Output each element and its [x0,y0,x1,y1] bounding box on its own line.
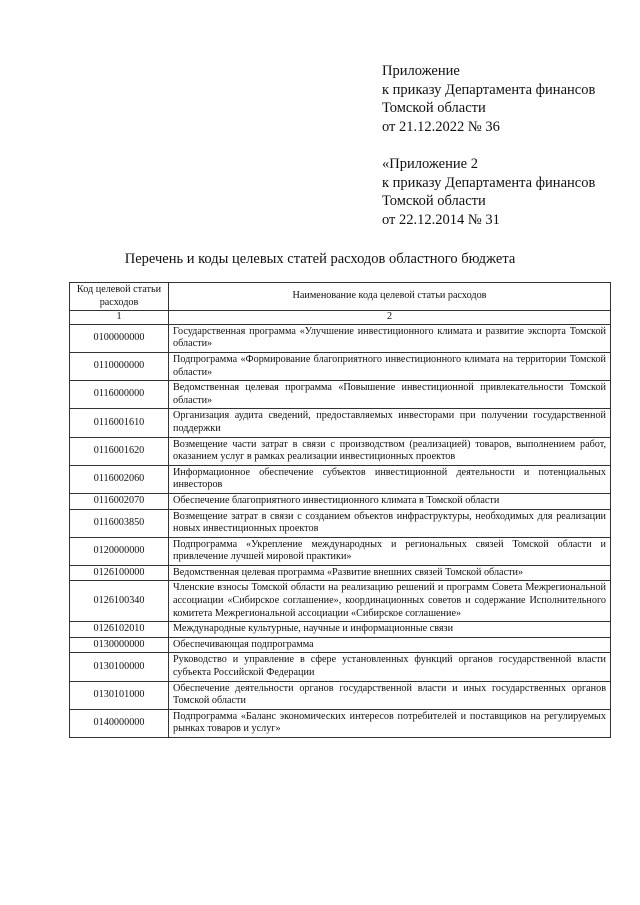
row-code: 0126100000 [70,565,169,581]
row-name: Возмещение части затрат в связи с производством (реализацией) товаров, выполнением работ, оказанием услуг в рамках реализации инвестиционных проектов [169,437,611,465]
row-code: 0116002070 [70,493,169,509]
appendix-line: от 22.12.2014 № 31 [382,211,500,228]
approval-line: к приказу Департамента финансов [382,81,596,98]
row-name: Обеспечение деятельности органов государственной власти и иных государственных органов Томской области [169,681,611,709]
row-name: Ведомственная целевая программа «Развитие внешних связей Томской области» [169,565,611,581]
appendix-line: к приказу Департамента финансов [382,174,596,191]
row-name: Ведомственная целевая программа «Повышение инвестиционной привлекательности Томской области» [169,381,611,409]
row-name: Информационное обеспечение субъектов инвестиционной деятельности и потенциальных инвесторов [169,465,611,493]
row-code: 0140000000 [70,709,169,737]
table-row [70,709,611,737]
row-code: 0100000000 [70,324,169,352]
row-name: Организация аудита сведений, предоставляемых инвесторами при получении государственной поддержки [169,409,611,437]
column-header-code: Код целевой статьи расходов [70,283,169,311]
table-row [70,437,611,465]
table-row [70,565,611,581]
row-name: Подпрограмма «Формирование благоприятного инвестиционного климата на территории Томской области» [169,352,611,380]
table-body [70,324,611,737]
table-row [70,493,611,509]
row-name: Подпрограмма «Баланс экономических интересов потребителей и поставщиков на регулируемых рынках товаров и услуг» [169,709,611,737]
table-row [70,537,611,565]
row-code: 0116002060 [70,465,169,493]
column-number: 1 [70,311,169,325]
row-name: Возмещение затрат в связи с созданием объектов инфраструктуры, необходимых для реализации новых инвестиционных проектов [169,509,611,537]
row-name: Обеспечивающая подпрограмма [169,637,611,653]
table-row [70,509,611,537]
approval-block [382,62,632,136]
approval-line: Томской области [382,100,486,116]
appendix-block [382,155,632,229]
appendix-line: Томской области [382,193,486,209]
table-row [70,653,611,681]
row-code: 0126100340 [70,581,169,622]
column-header-name: Наименование кода целевой статьи расходов [169,283,611,311]
table-header-row [70,283,611,311]
row-name: Руководство и управление в сфере установленных функций органов государственной власти субъекта Российской Федерации [169,653,611,681]
table-row [70,581,611,622]
row-code: 0116003850 [70,509,169,537]
row-name: Подпрограмма «Укрепление международных и региональных связей Томской области и привлечение лучшей мировой практики» [169,537,611,565]
table-row [70,637,611,653]
row-code: 0120000000 [70,537,169,565]
approval-line: от 21.12.2022 № 36 [382,118,500,135]
row-name: Членские взносы Томской области на реализацию решений и программ Совета Межрегиональной ассоциации «Сибирское соглашение», координационных советов и содержание Исполнительного комитета Межрегиональной ассоциации «Сибирское соглашение» [169,581,611,622]
table-row [70,324,611,352]
row-code: 0116001610 [70,409,169,437]
target-articles-table [69,282,611,738]
table-row [70,622,611,638]
row-name: Международные культурные, научные и информационные связи [169,622,611,638]
table-row [70,409,611,437]
table-row [70,681,611,709]
column-number-row [70,311,611,325]
approval-line: Приложение [382,63,460,79]
appendix-line: «Приложение 2 [382,156,478,172]
table-row [70,381,611,409]
row-name: Обеспечение благоприятного инвестиционного климата в Томской области [169,493,611,509]
row-code: 0126102010 [70,622,169,638]
table-row [70,352,611,380]
column-number: 2 [169,311,611,325]
row-code: 0116001620 [70,437,169,465]
row-code: 0130000000 [70,637,169,653]
row-code: 0130100000 [70,653,169,681]
row-name: Государственная программа «Улучшение инвестиционного климата и развитие экспорта Томской области» [169,324,611,352]
row-code: 0116000000 [70,381,169,409]
table-row [70,465,611,493]
document-title: Перечень и коды целевых статей расходов областного бюджета [124,251,516,267]
row-code: 0110000000 [70,352,169,380]
row-code: 0130101000 [70,681,169,709]
